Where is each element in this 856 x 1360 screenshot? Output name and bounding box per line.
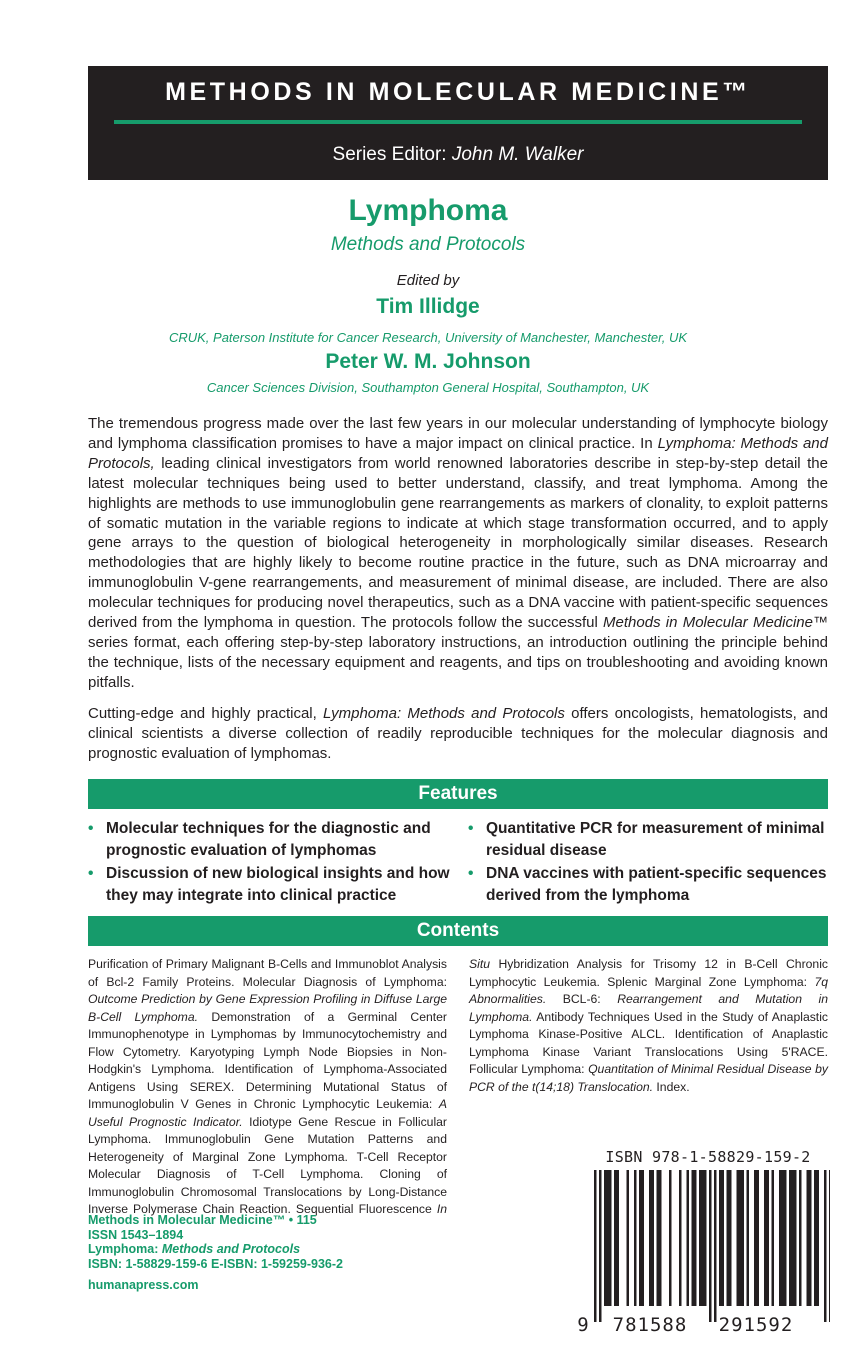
book-subtitle: Methods and Protocols	[330, 234, 526, 255]
bullet-icon: •	[88, 820, 94, 837]
features-column-left	[88, 818, 450, 908]
barcode-bar	[747, 1170, 750, 1306]
barcode-bar	[807, 1170, 810, 1306]
barcode-bar	[614, 1170, 617, 1306]
barcode-bar	[642, 1170, 645, 1306]
barcode-bar	[764, 1170, 767, 1306]
bullet-icon: •	[468, 865, 474, 882]
editor-affiliation-2: Cancer Sciences Division, Southampton General Hospital, Southampton, UK	[206, 380, 650, 395]
barcode-bar	[657, 1170, 660, 1306]
editor-name-2: Peter W. M. Johnson	[325, 350, 531, 373]
bullet-icon: •	[88, 865, 94, 882]
barcode-bar	[609, 1170, 612, 1306]
barcode-bar	[719, 1170, 722, 1306]
barcode-bar	[627, 1170, 630, 1306]
book-title: Lymphoma	[348, 194, 508, 227]
feature-item: • Molecular techniques for the diagnostic and prognostic evaluation of lymphomas	[88, 820, 431, 859]
barcode-digit-group: 9	[577, 1314, 589, 1336]
publisher-imprint	[88, 1213, 488, 1293]
barcode-bar	[809, 1170, 812, 1306]
editor-affiliation-1: CRUK, Paterson Institute for Cancer Research, University of Manchester, Manchester, UK	[168, 330, 688, 345]
edited-by: Edited by	[396, 272, 460, 289]
barcode-bar	[737, 1170, 740, 1306]
barcode-guard-bar	[714, 1170, 717, 1322]
barcode-bar	[617, 1170, 620, 1306]
feature-item: • Quantitative PCR for measurement of minimal residual disease	[468, 820, 825, 859]
barcode-bar	[659, 1170, 662, 1306]
series-editor-label: Series Editor:	[332, 144, 447, 165]
description-paragraph-2: Cutting-edge and highly practical, Lymphoma: Methods and Protocols offers oncologists, hematologists, and clinical scientists a diverse collection of readily reproducible techniques for the molecular diagnosis and prognostic evaluation of lymphomas.	[88, 705, 828, 762]
barcode-bar	[692, 1170, 695, 1306]
isbn-label: ISBN 978-1-58829-159-2	[605, 1148, 811, 1166]
features-list	[88, 818, 828, 904]
barcode-bar	[782, 1170, 785, 1306]
barcode-bar	[742, 1170, 745, 1306]
issn: ISSN 1543–1894	[88, 1227, 184, 1242]
barcode-bar	[754, 1170, 757, 1306]
series-divider	[114, 120, 802, 124]
barcode-bar	[817, 1170, 820, 1306]
barcode-guard-bar	[599, 1170, 602, 1322]
barcode-bar	[727, 1170, 730, 1306]
series-header	[88, 66, 828, 180]
barcode-guard-bar	[594, 1170, 597, 1322]
barcode-bar	[607, 1170, 610, 1306]
barcode-bar	[699, 1170, 702, 1306]
series-title: METHODS IN MOLECULAR MEDICINE™	[165, 78, 751, 106]
feature-item: • DNA vaccines with patient-specific sequences derived from the lymphoma	[468, 865, 827, 904]
barcode-digit-group: 781588	[612, 1314, 688, 1336]
barcode-bar	[767, 1170, 770, 1306]
description-paragraph-1: The tremendous progress made over the last few years in our molecular understanding of lymphocyte biology and lymphoma classification promises to have a major impact on clinical practice. In Lymphoma: Methods and Protocols, leading clinical investigators from world renowned laboratories describe in step-by-step detail the latest molecular techniques being used to better understand, classify, and treat lymphoma. Among the highlights are methods to use immunoglobulin gene rearrangements as markers of clonality, to exploit patterns of somatic mutation in the variable regions to indicate at which stage transformation occurred, and to apply gene arrays to the question of biological heterogeneity in morphologically similar diseases. Research methodologies that are highly likely to become routine practice in the future, such as DNA microarray and immunoglobulin V-gene rearrangements, and measurement of minimal disease, are included. There are also molecular techniques for producing novel therapeutics, such as a DNA vaccine with patient-specific sequences derived from the lymphoma in question. The protocols follow the successful Methods in Molecular Medicine™ series format, each offering step-by-step laboratory instructions, an introduction outlining the principle behind the technique, lists of the necessary equipment and reagents, and tips on troubleshooting and avoiding known pitfalls.	[88, 415, 828, 691]
barcode-bar	[669, 1170, 672, 1306]
contents-text: Purification of Primary Malignant B-Cells and Immunoblot Analysis of Bcl-2 Family Proteins. Molecular Diagnosis of Lymphoma: Outcome Prediction by Gene Expression Profiling in Diffuse Large B-Cell Lymphoma. Demonstration of a Germinal Center Immunophenotype in Lymphomas by Immunocytochemistry and Flow Cytometry. Karyotyping Lymph Node Biopsies in Non-Hodgkin's Lymphoma. Identification of Lymphoma-Associated Antigens Using SEREX. Determining Mutational Status of Immunoglobulin V Genes in Chronic Lymphocytic Leukemia: A Useful Prognostic Indicator. Idiotype Gene Rescue in Follicular Lymphoma. Immunoglobulin Gene Mutation Patterns and Heterogeneity of Marginal Zone Lymphoma. T-Cell Receptor Molecular Diagnosis of T-Cell Lymphoma. Cloning of Immunoglobulin Chromosomal Translocations by Long-Distance Inverse Polymerase Chain Reaction. Sequential Fluorescence In Situ Hybridization Analysis for Trisomy 12 in B-Cell Chronic Lymphocytic Leukemia. Splenic Marginal Zone Lymphoma: 7q Abnormalities. BCL-6: Rearrangement and Mutation in Lymphoma. Antibody Techniques Used in the Study of Anaplastic Lymphoma Kinase-Positive ALCL. Identification of Anaplastic Lymphoma Kinase Variant Translocations Using 5'RACE. Follicular Lymphoma: Quantitation of Minimal Residual Disease by PCR of the t(14;18) Translocation. Index.	[88, 957, 828, 1216]
barcode-bar	[789, 1170, 792, 1306]
publisher-website: humanapress.com	[88, 1278, 199, 1292]
barcode-bar	[649, 1170, 652, 1306]
imprint-title: Lymphoma: Methods and Protocols	[88, 1242, 301, 1256]
barcode-bar	[757, 1170, 760, 1306]
series-editor	[88, 144, 828, 166]
features-column-right	[468, 818, 830, 908]
barcode-guard-bar	[709, 1170, 712, 1322]
barcode-digit-group: 291592	[718, 1314, 794, 1336]
barcode-bar	[799, 1170, 802, 1306]
barcode-guard-bar	[829, 1170, 830, 1322]
series-editor-name: John M. Walker	[451, 144, 584, 165]
barcode-bar	[722, 1170, 725, 1306]
barcode-bar	[679, 1170, 682, 1306]
feature-item: • Discussion of new biological insights and how they may integrate into clinical practice	[88, 865, 450, 904]
editor-name-1: Tim Illidge	[376, 295, 480, 318]
barcode-bar	[604, 1170, 607, 1306]
barcode-bar	[729, 1170, 732, 1306]
barcode-bar	[792, 1170, 795, 1306]
barcode-bar	[694, 1170, 697, 1306]
barcode-bar	[779, 1170, 782, 1306]
barcode-bar	[794, 1170, 797, 1306]
features-heading: Features	[88, 779, 828, 809]
barcode-bar	[814, 1170, 817, 1306]
barcode-bar	[784, 1170, 787, 1306]
barcode-guard-bar	[824, 1170, 827, 1322]
barcode-bar	[687, 1170, 690, 1306]
barcode	[577, 1168, 830, 1336]
bullet-icon: •	[468, 820, 474, 837]
barcode-bar	[702, 1170, 705, 1306]
barcode-bar	[739, 1170, 742, 1306]
contents-heading: Contents	[88, 916, 828, 946]
barcode-bar	[772, 1170, 775, 1306]
isbn-numbers: ISBN: 1-58829-159-6 E-ISBN: 1-59259-936-2	[88, 1256, 343, 1271]
barcode-bar	[652, 1170, 655, 1306]
barcode-bar	[634, 1170, 637, 1306]
barcode-bar	[639, 1170, 642, 1306]
series-volume: Methods in Molecular Medicine™ • 115	[88, 1213, 317, 1227]
barcode-bar	[704, 1170, 707, 1306]
